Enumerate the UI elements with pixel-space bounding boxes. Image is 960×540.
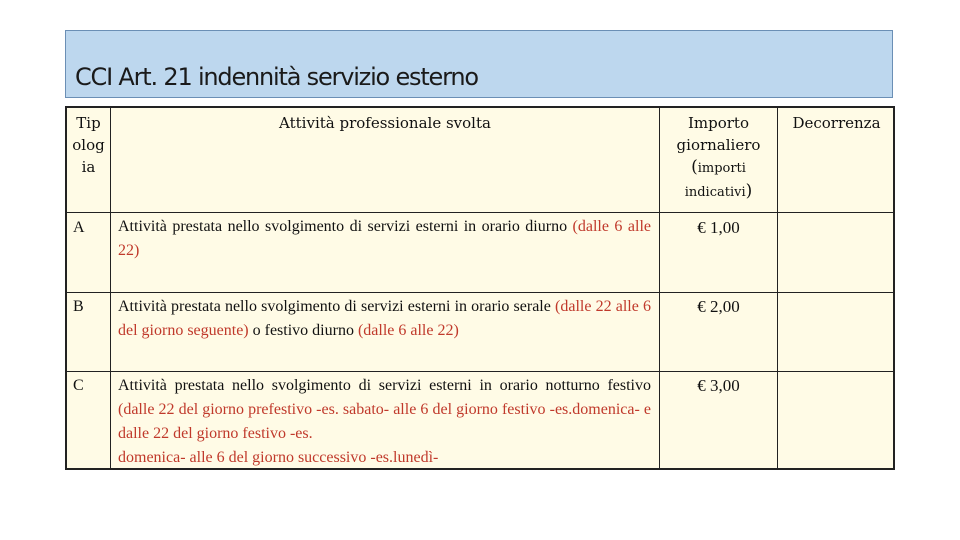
row-b-text-plain: Attività prestata nello svolgimento di servizi esterni in orario serale	[118, 298, 556, 315]
header-tipologia-line: ia	[81, 158, 96, 176]
header-tipologia	[67, 112, 110, 178]
row-c-amount: € 3,00	[697, 376, 740, 395]
row-divider	[67, 212, 893, 213]
row-b-text-red2: (dalle 6 alle 22)	[357, 322, 459, 339]
col-divider	[110, 108, 111, 468]
row-b-code: B	[73, 298, 84, 315]
header-importo-note	[660, 156, 777, 180]
row-divider	[67, 292, 893, 293]
row-a-text-red: (dalle 6 alle 22)	[118, 218, 651, 259]
paren-close: )	[745, 181, 753, 201]
row-c-text-red: (dalle 22 del giorno prefestivo -es. sabato- alle 6 del giorno festivo -es.domenica- e dalle 22 del giorno festivo -es.	[118, 401, 651, 442]
header-decorrenza: Decorrenza	[792, 114, 881, 132]
paren-open: (	[691, 157, 698, 177]
row-c-text-red-end: domenica- alle 6 del giorno successivo -es.lunedì-	[118, 449, 439, 466]
indemnity-table	[65, 106, 895, 470]
slide-title: CCI Art. 21 indennità servizio esterno	[75, 63, 478, 91]
row-a-code: A	[73, 219, 85, 236]
header-attivita: Attività professionale svolta	[279, 114, 491, 132]
row-c-code: C	[73, 377, 84, 394]
header-importo-line2: giornaliero	[676, 136, 761, 154]
row-b-text-red: (dalle 22 alle 6 del giorno seguente)	[118, 298, 652, 339]
header-importo-note-2	[660, 180, 777, 204]
row-c-text	[118, 374, 651, 470]
row-b-amount: € 2,00	[697, 297, 740, 316]
row-c-text-plain: Attività prestata nello svolgimento di servizi esterni in orario notturno festivo	[118, 377, 651, 394]
header-importo-line1: Importo	[687, 114, 749, 132]
row-a-text-plain: Attività prestata nello svolgimento di servizi esterni in orario diurno	[118, 218, 573, 235]
header-importo-note1: importi	[697, 161, 746, 176]
header-tipologia-line: Tip	[76, 114, 101, 132]
header-importo-note2: indicativi	[684, 185, 746, 200]
col-divider	[777, 108, 778, 468]
header-importo	[660, 112, 777, 204]
row-a-text	[118, 215, 651, 263]
row-b-text	[118, 295, 651, 343]
title-bar	[65, 30, 893, 98]
row-divider	[67, 371, 893, 372]
row-a-amount: € 1,00	[697, 218, 740, 237]
row-b-text-plain2: o festivo diurno	[248, 322, 358, 339]
header-tipologia-line: olog	[72, 136, 105, 154]
